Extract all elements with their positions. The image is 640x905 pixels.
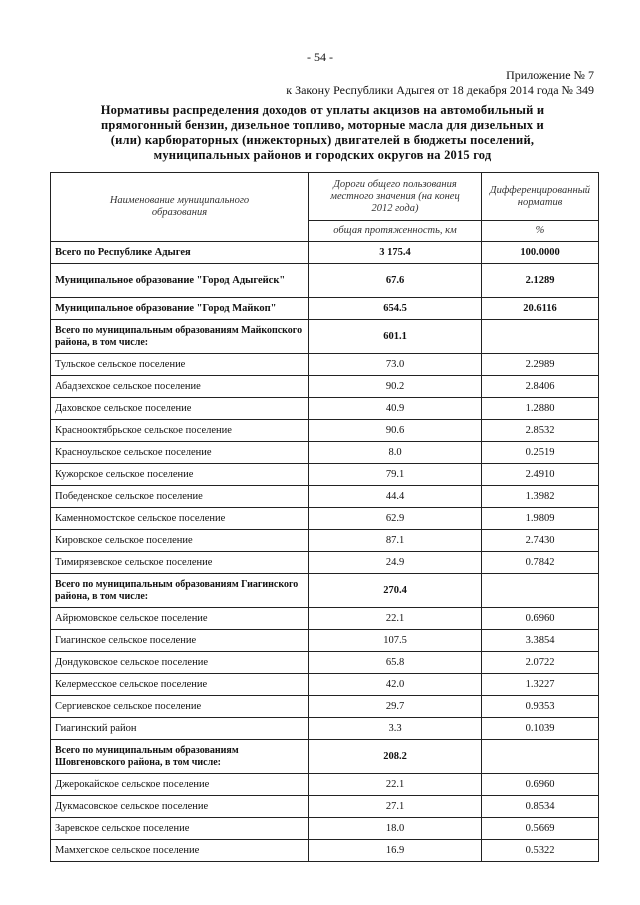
cell-length-km: 24.9	[309, 552, 482, 574]
header-normative: Дифференцированный норматив	[482, 173, 599, 221]
table-row	[51, 264, 599, 298]
title-line: Нормативы распределения доходов от уплаты акцизов на автомобильный и	[100, 103, 545, 117]
cell-normative-pct: 0.2519	[482, 442, 599, 464]
table-row	[51, 796, 599, 818]
cell-normative-pct: 0.1039	[482, 718, 599, 740]
title-line: прямогонный бензин, дизельное топливо, моторные масла для дизельных и	[101, 118, 544, 132]
cell-normative-pct: 0.6960	[482, 608, 599, 630]
cell-normative-pct: 1.9809	[482, 508, 599, 530]
table-row	[51, 652, 599, 674]
cell-name: Муниципальное образование "Город Майкоп"	[51, 298, 309, 320]
cell-name: Джерокайское сельское поселение	[51, 774, 309, 796]
cell-name: Гиагинский район	[51, 718, 309, 740]
cell-name: Всего по муниципальным образованиям Гиагинского района, в том числе:	[51, 574, 309, 608]
header-roads: Дороги общего пользования местного значения (на конец 2012 года)	[309, 173, 482, 221]
table-row	[51, 840, 599, 862]
cell-normative-pct: 0.7842	[482, 552, 599, 574]
cell-normative-pct: 2.1289	[482, 264, 599, 298]
cell-length-km: 87.1	[309, 530, 482, 552]
table-row	[51, 242, 599, 264]
cell-normative-pct: 1.3227	[482, 674, 599, 696]
cell-name: Всего по муниципальным образованиям Майкопского района, в том числе:	[51, 320, 309, 354]
table-row	[51, 398, 599, 420]
table-row	[51, 354, 599, 376]
cell-length-km: 270.4	[309, 574, 482, 608]
cell-length-km: 67.6	[309, 264, 482, 298]
title-line: (или) карбюраторных (инжекторных) двигателей в бюджеты поселений,	[110, 133, 535, 147]
table-row	[51, 420, 599, 442]
table-body	[51, 242, 599, 862]
cell-normative-pct: 0.9353	[482, 696, 599, 718]
cell-length-km: 107.5	[309, 630, 482, 652]
cell-length-km: 90.2	[309, 376, 482, 398]
cell-name: Победенское сельское поселение	[51, 486, 309, 508]
table-row	[51, 376, 599, 398]
cell-length-km: 22.1	[309, 774, 482, 796]
cell-length-km: 62.9	[309, 508, 482, 530]
distribution-table	[50, 172, 599, 862]
cell-length-km: 90.6	[309, 420, 482, 442]
cell-length-km: 27.1	[309, 796, 482, 818]
cell-normative-pct: 0.5322	[482, 840, 599, 862]
table-row	[51, 530, 599, 552]
cell-name: Каменномостское сельское поселение	[51, 508, 309, 530]
cell-normative-pct: 2.2989	[482, 354, 599, 376]
cell-normative-pct: 100.0000	[482, 242, 599, 264]
cell-name: Краснооктябрьское сельское поселение	[51, 420, 309, 442]
appendix-number: Приложение № 7	[506, 68, 594, 82]
cell-length-km: 42.0	[309, 674, 482, 696]
table-row	[51, 486, 599, 508]
title-line: муниципальных районов и городских округов на 2015 год	[153, 148, 492, 162]
cell-normative-pct: 2.8406	[482, 376, 599, 398]
cell-name: Абадзехское сельское поселение	[51, 376, 309, 398]
cell-name: Кужорское сельское поселение	[51, 464, 309, 486]
cell-length-km: 3 175.4	[309, 242, 482, 264]
cell-normative-pct: 1.2880	[482, 398, 599, 420]
cell-name: Муниципальное образование "Город Адыгейск"	[51, 264, 309, 298]
cell-name: Айрюмовское сельское поселение	[51, 608, 309, 630]
cell-name: Кировское сельское поселение	[51, 530, 309, 552]
cell-name: Всего по муниципальным образованиям Шовгеновского района, в том числе:	[51, 740, 309, 774]
cell-normative-pct	[482, 574, 599, 608]
table-row	[51, 464, 599, 486]
cell-normative-pct: 20.6116	[482, 298, 599, 320]
table-row	[51, 442, 599, 464]
cell-normative-pct: 0.8534	[482, 796, 599, 818]
cell-name: Мамхегское сельское поселение	[51, 840, 309, 862]
table-row	[51, 818, 599, 840]
cell-length-km: 65.8	[309, 652, 482, 674]
cell-length-km: 3.3	[309, 718, 482, 740]
cell-name: Гиагинское сельское поселение	[51, 630, 309, 652]
cell-name: Келермесское сельское поселение	[51, 674, 309, 696]
table-row	[51, 740, 599, 774]
cell-name: Тимирязевское сельское поселение	[51, 552, 309, 574]
table-row	[51, 630, 599, 652]
appendix-law-reference: к Закону Республики Адыгея от 18 декабря 2014 года № 349	[286, 83, 594, 97]
table-row	[51, 774, 599, 796]
cell-length-km: 44.4	[309, 486, 482, 508]
cell-length-km: 16.9	[309, 840, 482, 862]
cell-length-km: 29.7	[309, 696, 482, 718]
header-municipality: Наименование муниципального образования	[51, 173, 309, 242]
cell-name: Дукмасовское сельское поселение	[51, 796, 309, 818]
table-row	[51, 608, 599, 630]
cell-normative-pct: 2.7430	[482, 530, 599, 552]
cell-name: Всего по Республике Адыгея	[51, 242, 309, 264]
subheader-percent: %	[482, 221, 599, 242]
cell-normative-pct: 2.4910	[482, 464, 599, 486]
cell-normative-pct: 2.0722	[482, 652, 599, 674]
page-number: - 54 -	[307, 50, 333, 64]
cell-normative-pct: 0.5669	[482, 818, 599, 840]
table-row	[51, 298, 599, 320]
cell-length-km: 22.1	[309, 608, 482, 630]
cell-length-km: 654.5	[309, 298, 482, 320]
cell-name: Сергиевское сельское поселение	[51, 696, 309, 718]
table-row	[51, 320, 599, 354]
cell-length-km: 73.0	[309, 354, 482, 376]
cell-length-km: 8.0	[309, 442, 482, 464]
cell-name: Красноульское сельское поселение	[51, 442, 309, 464]
cell-normative-pct: 2.8532	[482, 420, 599, 442]
table-row	[51, 718, 599, 740]
cell-normative-pct: 3.3854	[482, 630, 599, 652]
subheader-length: общая протяженность, км	[309, 221, 482, 242]
cell-length-km: 79.1	[309, 464, 482, 486]
cell-name: Тульское сельское поселение	[51, 354, 309, 376]
cell-normative-pct: 0.6960	[482, 774, 599, 796]
table-row	[51, 674, 599, 696]
cell-length-km: 601.1	[309, 320, 482, 354]
cell-length-km: 40.9	[309, 398, 482, 420]
cell-normative-pct	[482, 320, 599, 354]
table-row	[51, 508, 599, 530]
table-row	[51, 552, 599, 574]
cell-name: Даховское сельское поселение	[51, 398, 309, 420]
cell-normative-pct	[482, 740, 599, 774]
table-row	[51, 574, 599, 608]
cell-length-km: 18.0	[309, 818, 482, 840]
cell-length-km: 208.2	[309, 740, 482, 774]
document-title	[50, 103, 595, 163]
cell-normative-pct: 1.3982	[482, 486, 599, 508]
table-row	[51, 696, 599, 718]
cell-name: Дондуковское сельское поселение	[51, 652, 309, 674]
cell-name: Заревское сельское поселение	[51, 818, 309, 840]
